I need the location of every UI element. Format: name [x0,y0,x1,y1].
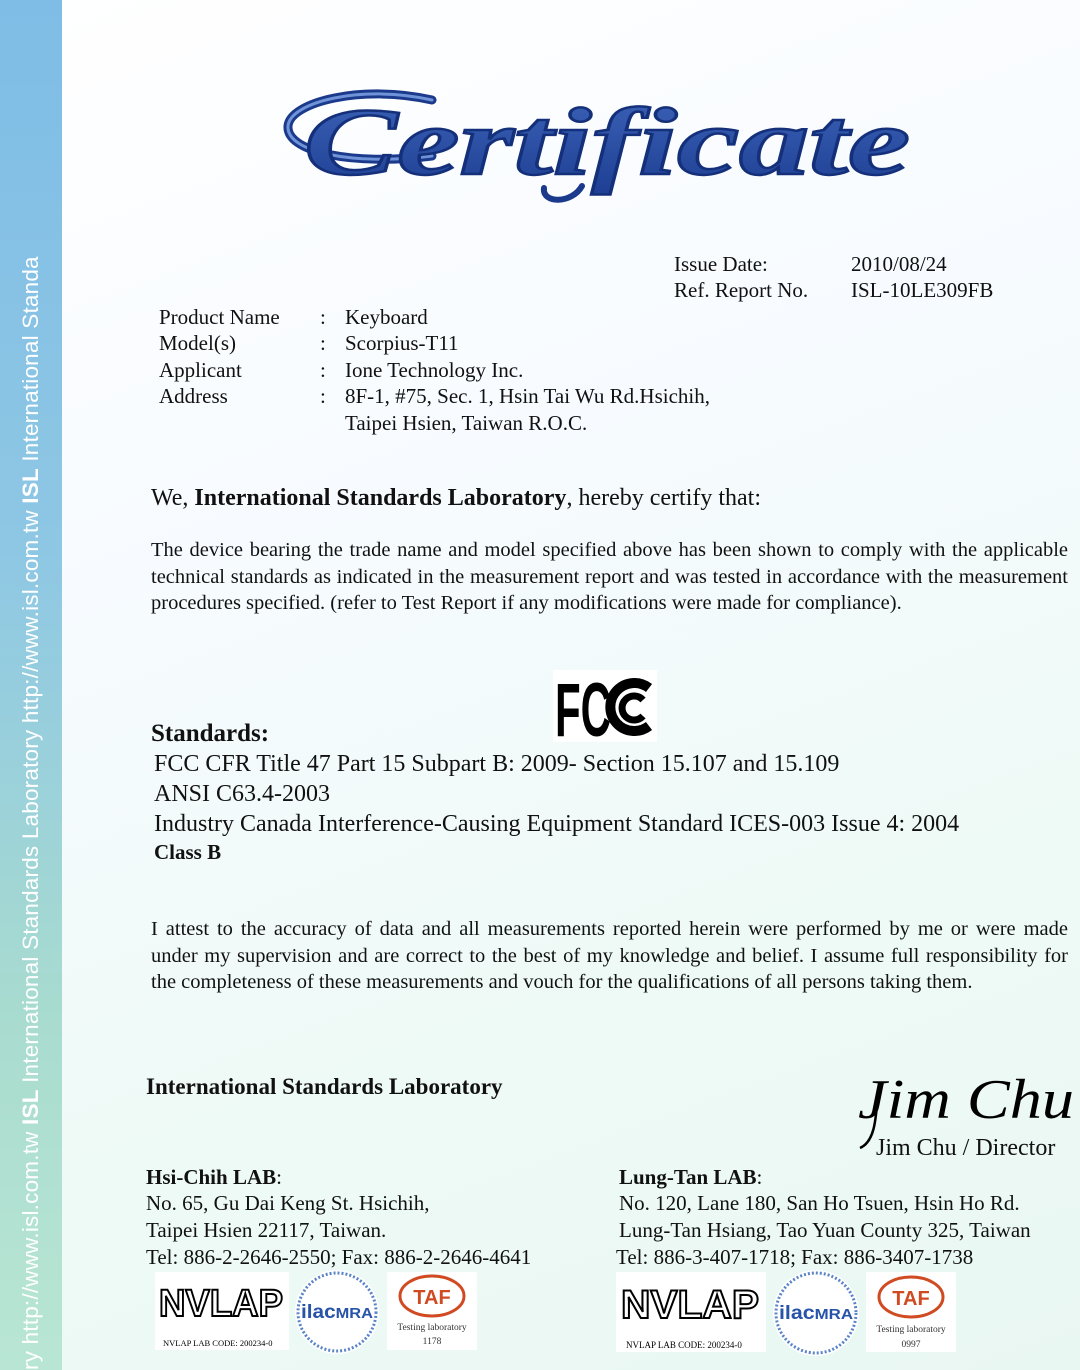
nvlap-logo-right [616,1272,766,1352]
separator: : [320,358,326,382]
sidebar-segment: ISL [18,468,43,504]
ilac-word: ilac [779,1303,811,1324]
fcc-logo [553,670,657,742]
lab-left-name [146,1164,282,1191]
separator: : [320,384,326,408]
standard-line: FCC CFR Title 47 Part 15 Subpart B: 2009- Section 15.107 and 15.109 [154,751,840,777]
nvlap-lab-code: NVLAP LAB CODE: 200234-0 [626,1340,742,1350]
product-name-value: Keyboard [345,305,428,329]
certify-suffix: , hereby certify that: [566,485,762,511]
applicant-label: Applicant [159,358,242,382]
taf-lab-number: 0997 [901,1340,921,1350]
lab-left-address-2: Taipei Hsien 22117, Taiwan. [146,1218,387,1242]
certify-prefix: We, [151,485,195,511]
lab-right-name [619,1164,762,1191]
taf-logo-right [866,1272,956,1352]
separator: : [320,331,326,355]
applicant-value: Ione Technology Inc. [345,358,524,382]
signature-org: International Standards Laboratory [146,1074,503,1099]
nvlap-logo-word: NVLAP [159,1283,283,1325]
address-label: Address [159,384,228,408]
lab-right-tel: Tel: 886-3-407-1718; Fax: 886-3407-1738 [616,1245,974,1269]
standard-line: Industry Canada Interference-Causing Equipment Standard ICES-003 Issue 4: 2004 [154,811,960,837]
address-line-1: 8F-1, #75, Sec. 1, Hsin Tai Wu Rd.Hsichih, [345,384,710,408]
certify-paragraph: The device bearing the trade name and model specified above has been shown to comply with the applicable technical standards as indicated in the measurement report and was tested in accordance with the measurement procedures specified. (refer to Test Report if any modifications were made for compliance). [151,539,1068,615]
sidebar-segment: ISL [18,1089,43,1125]
model-value: Scorpius-T11 [345,331,459,355]
taf-lab-number: 1178 [422,1337,442,1347]
lab-left-title: Hsi-Chih LAB [146,1165,277,1189]
class-label: Class B [154,840,222,864]
product-name-label: Product Name [159,305,280,329]
fcc-logo-mark [553,670,657,742]
ref-report-label: Ref. Report No. [674,278,809,302]
ilac-logo-word [301,1302,373,1323]
address-line-2: Taipei Hsien, Taiwan R.O.C. [345,411,588,435]
taf-logo-word: TAF [892,1288,930,1310]
attest-paragraph: I attest to the accuracy of data and all measurements reported herein were performed by me or were made under my supervision and are correct to the best of my knowledge and belief. I assume full responsibility for the completeness of these measurements and vouch for the qualifications of all persons taking them. [151,918,1068,994]
lab-right-colon: : [756,1165,763,1189]
lab-left-address-1: No. 65, Gu Dai Keng St. Hsichih, [146,1191,430,1215]
standards-heading: Standards: [151,720,270,747]
mra-word: MRA [814,1306,849,1323]
taf-testing-label: Testing laboratory [876,1325,946,1335]
nvlap-lab-code: NVLAP LAB CODE: 200234-0 [163,1338,273,1348]
lab-left-tel: Tel: 886-2-2646-2550; Fax: 886-2-2646-4641 [146,1245,532,1269]
mra-word: MRA [335,1305,370,1322]
director-name: Jim Chu / Director [876,1135,1056,1161]
sidebar-watermark [0,0,62,1370]
ilac-word: ilac [301,1302,333,1323]
certificate-title-logo [282,82,926,208]
sidebar-segment: International Standa [18,256,43,469]
standard-line: ANSI C63.4-2003 [154,781,331,807]
issue-date-label: Issue Date: [674,252,768,276]
lab-left-colon: : [276,1165,282,1189]
ilac-logo-word [779,1303,853,1324]
nvlap-logo-left [155,1272,289,1350]
taf-logo-word: TAF [413,1287,451,1309]
nvlap-logo-word: NVLAP [621,1283,759,1327]
sidebar-segment: International Standards Laboratory http://www.isl.com.tw [18,503,43,1090]
certify-statement [151,483,761,513]
signature-script: Jim Chu [858,1072,1074,1131]
separator: : [320,305,326,329]
lab-right-title: Lung-Tan LAB [619,1165,757,1189]
certify-org: International Standards Laboratory [194,485,567,511]
ilac-mra-logo-left [295,1270,379,1354]
sidebar-segment: ry http://www.isl.com.tw [18,1124,43,1370]
sidebar-watermark-text [16,0,46,1370]
ilac-mra-logo-right [773,1270,859,1356]
certificate-title: Certificate [304,88,910,195]
model-label: Model(s) [159,331,236,355]
lab-right-address-2: Lung-Tan Hsiang, Tao Yuan County 325, Taiwan [619,1218,1031,1242]
taf-testing-label: Testing laboratory [397,1323,467,1333]
taf-logo-left [387,1272,477,1350]
ref-report-value: ISL-10LE309FB [851,278,994,302]
lab-right-address-1: No. 120, Lane 180, San Ho Tsuen, Hsin Ho Rd. [619,1191,1020,1215]
fcc-logo-text: FC [555,670,611,742]
issue-date-value: 2010/08/24 [851,252,947,276]
